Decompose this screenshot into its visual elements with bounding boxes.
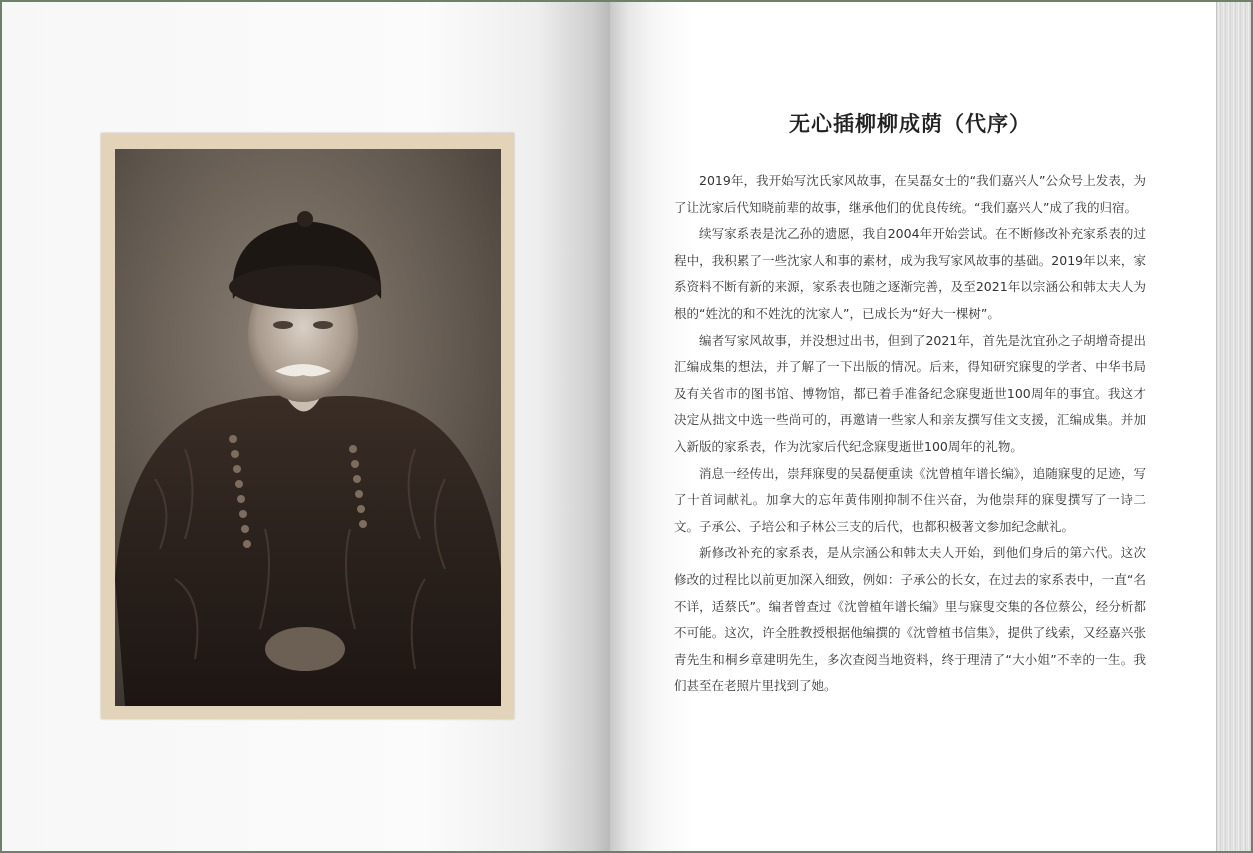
- paragraph-3: 编者写家风故事，并没想过出书，但到了2021年，首先是沈宜孙之子胡增奇提出汇编成集的想法，并了解了一下出版的情况。后来，得知研究寐叟的学者、中华书局及有关省市的图书馆、博物馆，都已着手准备纪念寐叟逝世100周年的事宜。我这才决定从拙文中选一些尚可的，再邀请一些家人和亲友撰写佳文支援，汇编成集。并加入新版的家系表，作为沈家后代纪念寐叟逝世100周年的礼物。: [674, 332, 1146, 454]
- paragraph-1: 2019年，我开始写沈氏家风故事，在吴磊女士的“我们嘉兴人”公众号上发表，为了让沈家后代知晓前辈的故事，继承他们的优良传统。“我们嘉兴人”成了我的归宿。: [674, 173, 1146, 215]
- preface-title: 无心插柳柳成荫（代序）: [789, 112, 1031, 136]
- left-page: [2, 2, 610, 851]
- preface-body: [674, 168, 1146, 700]
- paragraph-2: 续写家系表是沈乙孙的遗愿，我自2004年开始尝试。在不断修改补充家系表的过程中，我积累了一些沈家人和事的素材，成为我写家风故事的基础。2019年以来，家系资料不断有新的来源，家系表也随之逐渐完善，及至2021年以宗涵公和韩太夫人为根的“姓沈的和不姓沈的沈家人”，已成长为“好大一棵树”。: [674, 226, 1146, 321]
- portrait-illustration: [115, 149, 501, 706]
- paragraph-5: 新修改补充的家系表，是从宗涵公和韩太夫人开始，到他们身后的第六代。这次修改的过程比以前更加深入细致，例如：子承公的长女，在过去的家系表中，一直“名不详，适蔡氏”。编者曾查过《沈曾植年谱长编》里与寐叟交集的各位蔡公，经分析都不可能。这次，许全胜教授根据他编撰的《沈曾植书信集》，提供了线索，又经嘉兴张青先生和桐乡章建明先生，多次查阅当地资料，终于理清了“大小姐”不幸的一生。我们甚至在老照片里找到了她。: [674, 545, 1146, 694]
- portrait-photo: [115, 149, 501, 706]
- paragraph-4: 消息一经传出，崇拜寐叟的吴磊便重读《沈曾植年谱长编》，追随寐叟的足迹，写了十首词献礼。加拿大的忘年黄伟刚抑制不住兴奋，为他崇拜的寐叟撰写了一诗二文。子承公、子培公和子林公三支的后代，也都积极著文参加纪念献礼。: [674, 465, 1146, 534]
- photo-frame: [101, 133, 514, 719]
- page-edges: [1216, 2, 1251, 851]
